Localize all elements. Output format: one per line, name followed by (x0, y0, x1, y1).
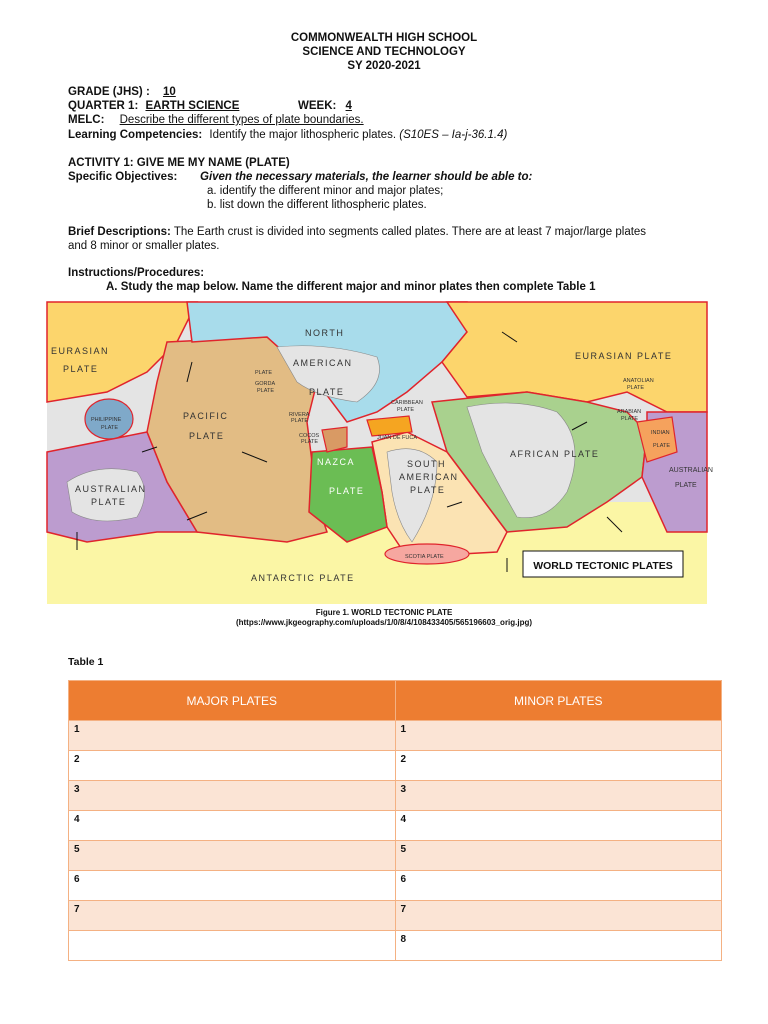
school-name: COMMONWEALTH HIGH SCHOOL (290, 32, 478, 44)
objectives-line (68, 171, 533, 183)
figure-caption: Figure 1. WORLD TECTONIC PLATE (315, 608, 453, 617)
week-value: 4 (345, 100, 352, 112)
description-text-1: The Earth crust is divided into segments called plates. There are at least 7 major/large plates (173, 226, 647, 238)
major-cell[interactable]: 5 (69, 841, 396, 871)
objective-b: b. list down the different lithospheric plates. (207, 199, 427, 211)
label-caribbean: CARIBBEAN (391, 400, 423, 406)
melc-value: Describe the different types of plate boundaries. (119, 114, 364, 126)
minor-cell[interactable]: 1 (395, 721, 722, 751)
grade-value: 10 (162, 86, 176, 98)
quarter-label: QUARTER 1: (68, 100, 139, 112)
label-australian-left-plate: PLATE (91, 497, 127, 507)
col-minor-header: MINOR PLATES (395, 681, 722, 721)
label-south: SOUTH (407, 459, 446, 469)
instructions-label: Instructions/Procedures: (68, 267, 205, 279)
table-row (69, 811, 722, 841)
label-pacific: PACIFIC (183, 411, 229, 421)
minor-cell[interactable]: 5 (395, 841, 722, 871)
minor-cell[interactable]: 8 (395, 931, 722, 961)
label-rivera: RIVERA (289, 412, 310, 418)
minor-cell[interactable]: 3 (395, 781, 722, 811)
objectives-label: Specific Objectives: (68, 171, 178, 183)
grade-line (68, 86, 176, 98)
label-philippine: PHILIPPINE (91, 417, 122, 423)
australia-landmass (67, 469, 145, 521)
competency-code: (S10ES – Ia-j-36.1.4) (399, 129, 508, 141)
week-label: WEEK: (298, 100, 337, 112)
label-indian-plate: PLATE (653, 443, 671, 449)
major-cell[interactable]: 4 (69, 811, 396, 841)
table-label: Table 1 (68, 656, 104, 668)
label-nazca-plate: PLATE (329, 486, 365, 496)
label-philippine-plate: PLATE (101, 425, 119, 431)
label-juan-de-fuca: JUAN DE FUCA (377, 435, 418, 441)
label-eurasian-plate: EURASIAN PLATE (575, 351, 673, 361)
competency-line (68, 129, 507, 141)
table-row (69, 841, 722, 871)
label-african: AFRICAN PLATE (510, 449, 600, 459)
competency-label: Learning Competencies: (68, 129, 203, 141)
label-eurasian-left: EURASIAN (51, 346, 110, 356)
label-rivera-plate: PLATE (291, 418, 309, 424)
major-cell[interactable]: 3 (69, 781, 396, 811)
table-row (69, 931, 722, 961)
school-year: SY 2020-2021 (347, 60, 421, 72)
label-antarctic: ANTARCTIC PLATE (251, 573, 355, 583)
major-cell[interactable] (69, 931, 396, 961)
label-scotia: SCOTIA PLATE (405, 554, 444, 560)
description-line-2: and 8 minor or smaller plates. (68, 240, 220, 252)
minor-cell[interactable]: 4 (395, 811, 722, 841)
label-eurasian-left-plate: PLATE (63, 364, 99, 374)
col-major-header: MAJOR PLATES (69, 681, 396, 721)
world-tectonic-map (47, 302, 713, 604)
activity-title: ACTIVITY 1: GIVE ME MY NAME (PLATE) (68, 157, 290, 169)
label-australian-right-plate: PLATE (675, 482, 697, 489)
subject-name: SCIENCE AND TECHNOLOGY (302, 46, 466, 58)
table-row (69, 871, 722, 901)
label-arabian-plate: PLATE (621, 416, 639, 422)
major-cell[interactable]: 7 (69, 901, 396, 931)
label-australian-right: AUSTRALIAN (669, 467, 713, 474)
competency-value: Identify the major lithospheric plates. (209, 129, 397, 141)
description-line-1 (68, 226, 646, 238)
figure-source: (https://www.jkgeography.com/uploads/1/0/8/4/108433405/565196603_orig.jpg) (235, 618, 533, 627)
melc-line (68, 114, 364, 126)
melc-label: MELC: (68, 114, 105, 126)
minor-cell[interactable]: 6 (395, 871, 722, 901)
label-na-plate: PLATE (309, 387, 345, 397)
cocos-plate-shape (322, 427, 347, 452)
major-cell[interactable]: 1 (69, 721, 396, 751)
label-juan-plate: PLATE (255, 370, 273, 376)
instruction-a: A. Study the map below. Name the different major and minor plates then complete Table 1 (106, 281, 596, 293)
plates-table (68, 680, 722, 961)
minor-cell[interactable]: 7 (395, 901, 722, 931)
objectives-intro: Given the necessary materials, the learner should be able to: (200, 171, 533, 183)
label-australian-left: AUSTRALIAN (75, 484, 147, 494)
map-legend-title: WORLD TECTONIC PLATES (533, 560, 673, 572)
quarter-line (68, 100, 239, 112)
label-cocos: COCOS (299, 433, 320, 439)
week-line (298, 100, 352, 112)
major-cell[interactable]: 2 (69, 751, 396, 781)
label-pacific-plate: PLATE (189, 431, 225, 441)
label-anatolian: ANATOLIAN (623, 378, 654, 384)
table-row (69, 721, 722, 751)
table-row (69, 781, 722, 811)
label-caribbean-plate: PLATE (397, 407, 415, 413)
quarter-value: EARTH SCIENCE (145, 100, 240, 112)
label-north: NORTH (305, 328, 345, 338)
label-gorda: GORDA (255, 381, 276, 387)
major-cell[interactable]: 6 (69, 871, 396, 901)
grade-label: GRADE (JHS) : (68, 86, 150, 98)
label-arabian: ARABIAN (617, 409, 642, 415)
table-row (69, 901, 722, 931)
description-label: Brief Descriptions: (68, 226, 171, 238)
label-sa-plate: PLATE (410, 485, 446, 495)
label-gorda-plate: PLATE (257, 388, 275, 394)
objective-a: a. identify the different minor and major plates; (207, 185, 444, 197)
label-american: AMERICAN (293, 358, 353, 368)
caribbean-plate-shape (367, 416, 412, 436)
table-header-row (69, 681, 722, 721)
minor-cell[interactable]: 2 (395, 751, 722, 781)
table-row (69, 751, 722, 781)
label-cocos-plate: PLATE (301, 439, 319, 445)
label-sa-american: AMERICAN (399, 472, 459, 482)
label-indian: INDIAN (651, 430, 670, 436)
label-anatolian-plate: PLATE (627, 385, 645, 391)
label-nazca: NAZCA (317, 457, 356, 467)
